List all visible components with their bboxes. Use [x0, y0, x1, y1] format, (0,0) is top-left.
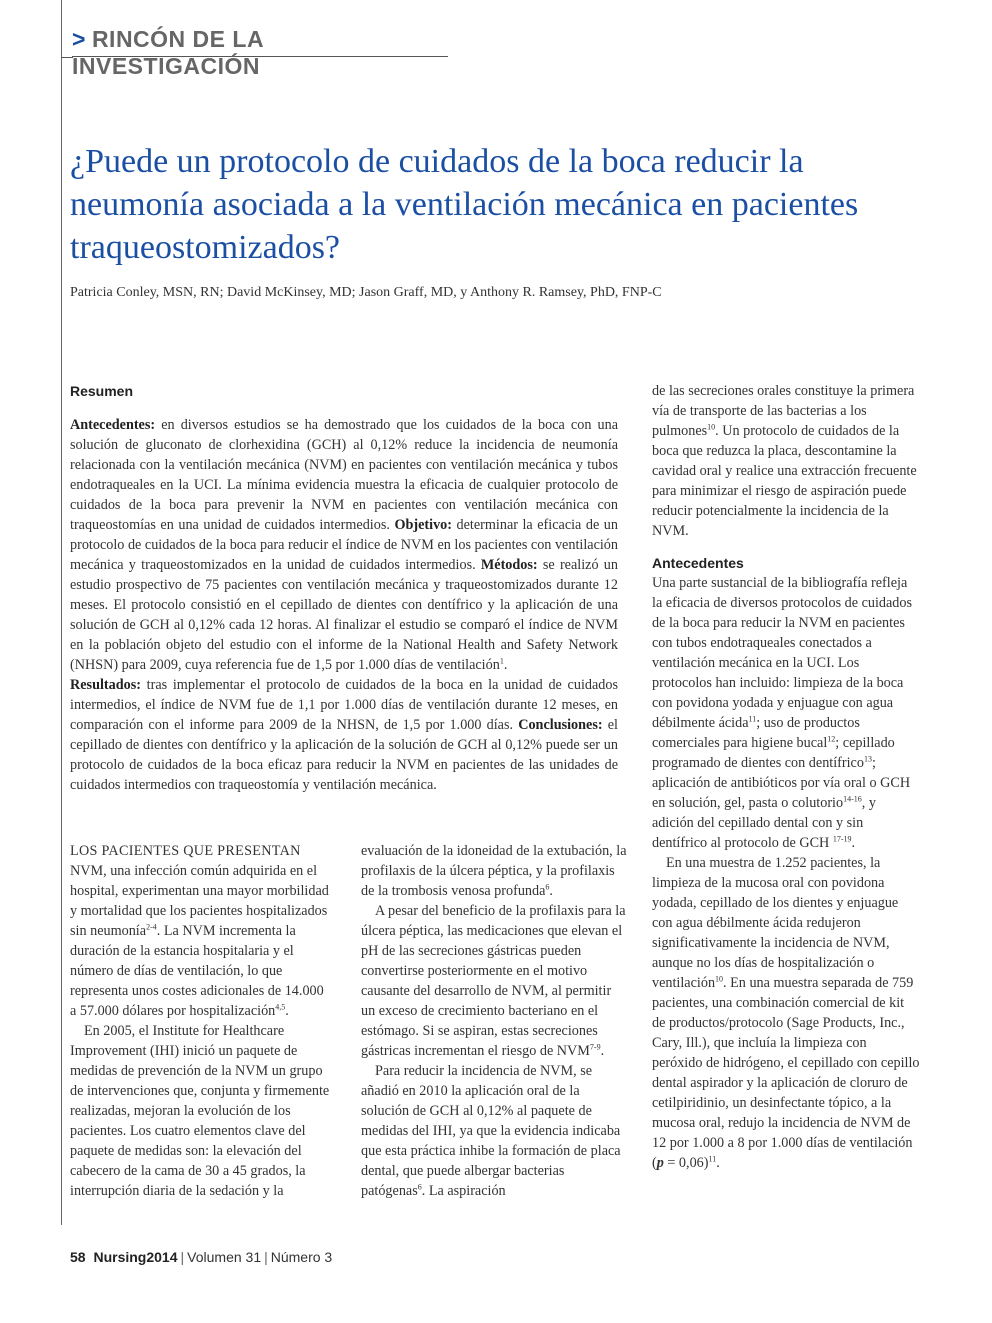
paragraph: En 2005, el Institute for Healthcare Improvement (IHI) inició un paquete de medidas de prevención de la NVM un grupo de intervenciones que, conjunta y firmemente realizadas, mejoran la evolución de los pacientes. Los cuatro elementos clave del paquete de medidas son: la elevación del cabecero de la cama de 30 a 45 grados, la interrupción diaria de la sedación y la: [70, 1023, 330, 1199]
text-run: , y adición del cepillado dental con y sin dentífrico al protocolo de GCH: [652, 795, 876, 851]
text-run: de las secreciones orales constituye la primera vía de transporte de las bacterias a los pulmones: [652, 383, 915, 439]
label-antecedentes: Antecedentes:: [70, 417, 156, 433]
citation: 4,5: [275, 1002, 286, 1012]
p-value-symbol: p: [656, 1155, 664, 1171]
magazine-name: Nursing2014: [93, 1249, 178, 1265]
citation: 12: [827, 734, 836, 744]
text-run: Para reducir la incidencia de NVM, se añadió en 2010 la aplicación oral de la solución de GCH al 0,12% al paquete de medidas del IHI, ya que la evidencia indicaba que esta práctica inhibe la formación de placa dental, que puede albergar bacterias patógenas: [361, 1063, 621, 1199]
page-number: 58: [70, 1249, 86, 1265]
citation: 6: [545, 882, 550, 892]
paragraph: [361, 901, 627, 1061]
citation: 7-9: [589, 1042, 601, 1052]
text-run: ; uso de productos comerciales para higiene bucal: [652, 715, 860, 751]
citation: 14-16: [843, 794, 862, 804]
text-run: . En una muestra separada de 759 pacientes, una combinación comercial de kit de productos/protocolo (Sage Products, Inc., Cary, Ill.), que incluía la limpieza con peróxido de hidrógeno, el cepillado con cepillo dental aspirador y la aplicación de cloruro de cetilpiridinio, un desinfectante tópico, a la mucosa oral, redujo la incidencia de NVM de 12 por 1.000 a 8 por 1.000 días de ventilación (: [652, 975, 920, 1171]
abstract-metodos-text: se realizó un estudio prospectivo de 75 pacientes con ventilación mecánica y traqueostomizados durante 12 meses. El protocolo consistió en el cepillado de dientes con dentífrico y la aplicación de una solución de GCH al 0,12% cada 12 horas. Al finalizar el estudio se comparó el índice de NVM en la población objeto del estudio con el informe de la National Health and Safety Network (NHSN) para 2009, cuya referencia fue de 1,5 por 1.000 días de ventilación: [70, 557, 618, 673]
paragraph: [652, 573, 920, 853]
volume: Volumen 31: [187, 1249, 262, 1265]
article-authors: Patricia Conley, MSN, RN; David McKinsey, MD; Jason Graff, MD, y Anthony R. Ramsey, PhD, FNP-C: [70, 285, 662, 300]
abstract-heading: Resumen: [70, 383, 134, 399]
paragraph: [70, 841, 332, 1021]
citation: 10: [707, 422, 716, 432]
paragraph: [361, 841, 627, 901]
body-column-3: [652, 381, 920, 1173]
label-conclusiones: Conclusiones:: [518, 717, 603, 733]
label-resultados: Resultados:: [70, 677, 141, 693]
text-run: ; cepillado programado de dientes con dentífrico: [652, 735, 895, 771]
text-run: .: [716, 1155, 720, 1171]
paragraph: [652, 853, 920, 1173]
text-run: evaluación de la idoneidad de la extubación, la profilaxis de la úlcera péptica, y la profilaxis de la trombosis venosa profunda: [361, 843, 627, 899]
section-title: RINCÓN DE LA INVESTIGACIÓN: [72, 26, 264, 79]
citation: 11: [708, 1154, 717, 1164]
text-run: .: [600, 1043, 605, 1059]
citation: 11: [748, 714, 757, 724]
text-run: . La NVM incrementa la duración de la estancia hospitalaria y el número de días de ventilación, lo que representa unos costes adicionales de 14.000 a 57.000 dólares por hospitalización: [70, 923, 324, 1019]
footer-separator: |: [264, 1249, 268, 1265]
abstract-objetivo-text: determinar la eficacia de un protocolo de cuidados de la boca para reducir el índice de NVM en los pacientes con ventilación mecánica y traqueostomizados en la unidad de cuidados intermedios.: [70, 517, 618, 573]
paragraph: [652, 381, 920, 541]
footer-separator: |: [180, 1249, 185, 1265]
text-run: Una parte sustancial de la bibliografía refleja la eficacia de diversos protocolos de cuidados de la boca para reducir la NVM en pacientes con tubos endotraqueales conectados a ventilación mecánica en la UCI. Los protocolos han incluido: limpieza de la boca con povidona yodada y enjuague con agua débilmente ácida: [652, 575, 913, 731]
text-run: .: [285, 1003, 289, 1019]
abstract: [70, 381, 618, 795]
section-header: [72, 26, 448, 79]
issue: Número 3: [270, 1249, 333, 1265]
page-footer: [70, 1249, 332, 1265]
body-column-2: [361, 841, 627, 1201]
citation: 2-4: [146, 922, 157, 932]
body-column-1: [70, 841, 332, 1201]
text-run: .: [851, 835, 856, 851]
label-metodos: Métodos:: [480, 557, 538, 573]
section-heading-antecedentes: Antecedentes: [652, 555, 744, 571]
citation: 1: [499, 656, 504, 666]
abstract-resultados-text: tras implementar el protocolo de cuidados de la boca en la unidad de cuidados intermedios, el índice de NVM fue de 1,1 por 1.000 días de ventilación durante 12 meses, en comparación con el informe para 2009 de la NHSN, de 1,5 por 1.000 días.: [70, 677, 618, 733]
text-run: En una muestra de 1.252 pacientes, la limpieza de la mucosa oral con povidona yodada, cepillado de los dientes y enjuague con agua débilmente ácida redujeron significativamente la incidencia de NVM, aunque no los días de hospitalización o ventilación: [652, 855, 899, 991]
citation: 17-19: [832, 834, 852, 844]
label-objetivo: Objetivo:: [394, 517, 452, 533]
abstract-antecedentes-text: en diversos estudios se ha demostrado que los cuidados de la boca con una solución de gluconato de clorhexidina (GCH) al 0,12% reduce la incidencia de neumonía relacionada con la ventilación mecánica (NVM) en pacientes con ventilación mecánica y tubos endotraqueales en la UCI. La mínima evidencia muestra la eficacia de cualquier protocolo de cuidados de la boca para prevenir la NVM en pacientes con ventilación mecánica con traqueostomías en una unidad de cuidados intermedios.: [70, 417, 618, 533]
text-run: A pesar del beneficio de la profilaxis para la úlcera péptica, las medicaciones que elevan el pH de las secreciones gástricas pueden convertirse posteriormente en el motivo causante del desarrollo de NVM, al permitir un exceso de crecimiento bacteriano en el estómago. Si se aspiran, estas secreciones gástricas incrementan el riesgo de NVM: [361, 903, 626, 1059]
abstract-body: [70, 415, 618, 795]
article-title: ¿Puede un protocolo de cuidados de la boca reducir la neumonía asociada a la ventilación mecánica en pacientes traqueostomizados?: [70, 143, 859, 266]
text-run: ; aplicación de antibióticos por vía oral o GCH en solución, gel, pasta o colutorio: [652, 755, 911, 811]
lead-in-caps: LOS PACIENTES QUE PRESENTAN: [70, 843, 301, 859]
left-margin-rule: [61, 0, 62, 1225]
text-run: .: [549, 883, 553, 899]
paragraph: [361, 1061, 627, 1201]
citation: 10: [715, 974, 724, 984]
text-run: NVM, una infección común adquirida en el hospital, experimentan una mayor morbilidad y mortalidad que los pacientes hospitalizados sin neumonía: [70, 863, 329, 939]
citation: 13: [863, 754, 872, 764]
section-arrow-icon: >: [72, 26, 86, 52]
text-run: . Un protocolo de cuidados de la boca que reduzca la placa, descontamine la cavidad oral y realice una extracción frecuente para minimizar el riesgo de aspiración puede reducir potencialmente la incidencia de la NVM.: [652, 423, 917, 539]
abstract-conclusiones-text: el cepillado de dientes con dentífrico y la aplicación de la solución de GCH al 0,12% puede ser un protocolo de cuidados de la boca eficaz para reducir la NVM en pacientes de las unidades de cuidados intermedios con traqueostomía y ventilación mecánica.: [70, 717, 618, 793]
text-run: . La aspiración: [421, 1183, 506, 1199]
citation: 6: [417, 1182, 422, 1192]
abstract-metodos-end: .: [503, 657, 508, 673]
text-run: = 0,06): [663, 1155, 709, 1171]
